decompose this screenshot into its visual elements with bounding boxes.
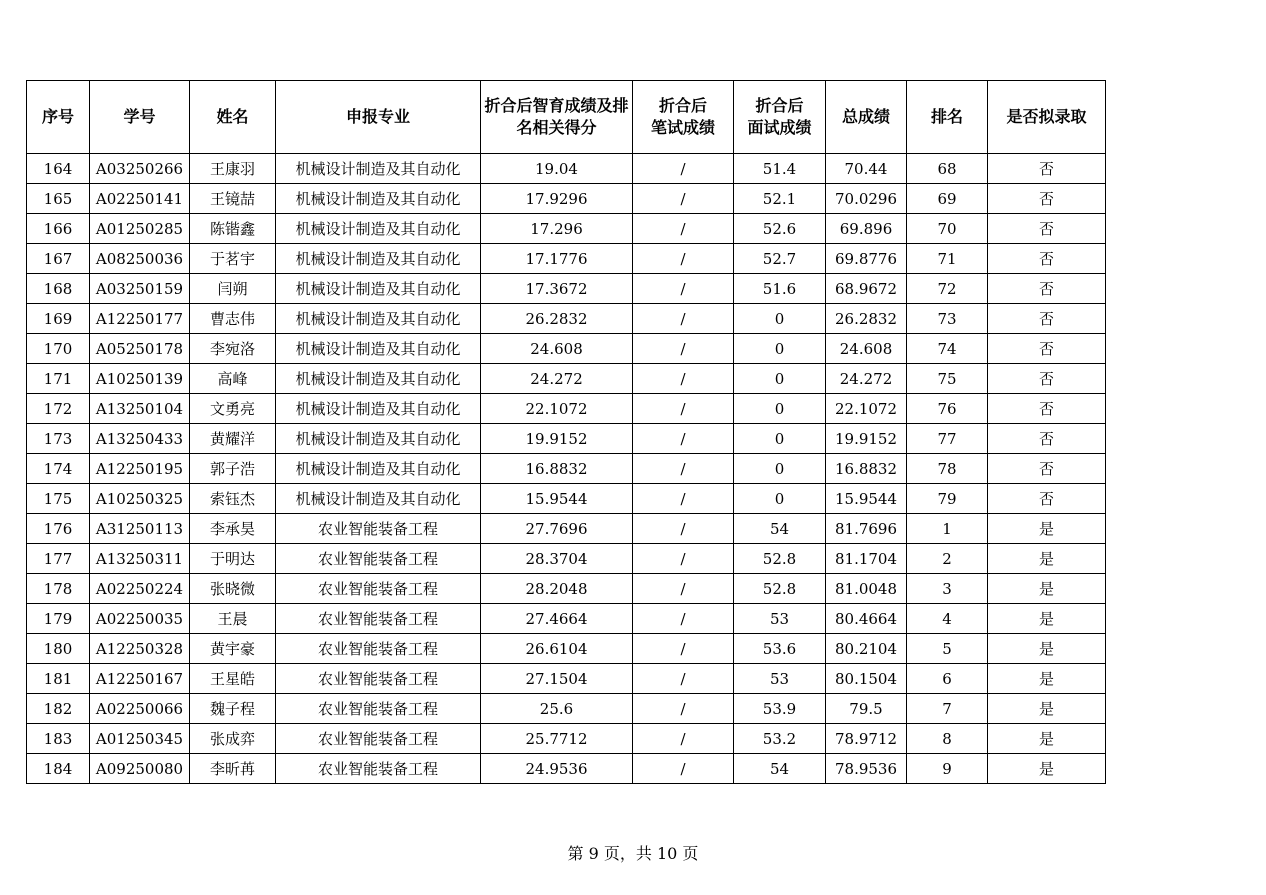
cell-interview-score: 0	[734, 454, 826, 484]
header-admit: 是否拟录取	[988, 81, 1106, 154]
cell-index: 166	[27, 214, 90, 244]
cell-name: 陈锴鑫	[190, 214, 276, 244]
cell-index: 172	[27, 394, 90, 424]
cell-total-score: 80.4664	[826, 604, 907, 634]
cell-interview-score: 0	[734, 424, 826, 454]
cell-index: 168	[27, 274, 90, 304]
cell-written-score: /	[633, 694, 734, 724]
cell-student-id: A10250325	[90, 484, 190, 514]
cell-gpa-score: 22.1072	[481, 394, 633, 424]
cell-rank: 68	[907, 154, 988, 184]
cell-rank: 77	[907, 424, 988, 454]
cell-index: 171	[27, 364, 90, 394]
cell-interview-score: 0	[734, 364, 826, 394]
cell-total-score: 16.8832	[826, 454, 907, 484]
cell-admit: 否	[988, 364, 1106, 394]
cell-gpa-score: 19.9152	[481, 424, 633, 454]
cell-gpa-score: 26.2832	[481, 304, 633, 334]
cell-rank: 69	[907, 184, 988, 214]
cell-index: 177	[27, 544, 90, 574]
cell-rank: 5	[907, 634, 988, 664]
cell-admit: 否	[988, 334, 1106, 364]
table-row	[27, 724, 1106, 754]
cell-admit: 否	[988, 154, 1106, 184]
cell-gpa-score: 17.296	[481, 214, 633, 244]
cell-name: 张晓微	[190, 574, 276, 604]
cell-major: 机械设计制造及其自动化	[276, 274, 481, 304]
cell-student-id: A12250195	[90, 454, 190, 484]
cell-major: 机械设计制造及其自动化	[276, 454, 481, 484]
cell-total-score: 69.8776	[826, 244, 907, 274]
cell-gpa-score: 25.6	[481, 694, 633, 724]
cell-name: 黄耀洋	[190, 424, 276, 454]
cell-total-score: 70.44	[826, 154, 907, 184]
cell-written-score: /	[633, 184, 734, 214]
cell-gpa-score: 24.272	[481, 364, 633, 394]
cell-written-score: /	[633, 154, 734, 184]
cell-student-id: A12250177	[90, 304, 190, 334]
cell-total-score: 79.5	[826, 694, 907, 724]
cell-index: 165	[27, 184, 90, 214]
cell-admit: 是	[988, 544, 1106, 574]
cell-written-score: /	[633, 424, 734, 454]
cell-name: 文勇亮	[190, 394, 276, 424]
cell-admit: 否	[988, 214, 1106, 244]
cell-interview-score: 0	[734, 484, 826, 514]
cell-interview-score: 52.6	[734, 214, 826, 244]
cell-gpa-score: 27.1504	[481, 664, 633, 694]
table-row	[27, 154, 1106, 184]
cell-index: 181	[27, 664, 90, 694]
cell-total-score: 68.9672	[826, 274, 907, 304]
cell-student-id: A02250066	[90, 694, 190, 724]
cell-interview-score: 0	[734, 304, 826, 334]
cell-admit: 否	[988, 424, 1106, 454]
table-row	[27, 604, 1106, 634]
cell-written-score: /	[633, 454, 734, 484]
table-row	[27, 754, 1106, 784]
cell-major: 农业智能装备工程	[276, 604, 481, 634]
cell-name: 王晨	[190, 604, 276, 634]
cell-name: 闫朔	[190, 274, 276, 304]
cell-index: 169	[27, 304, 90, 334]
cell-rank: 8	[907, 724, 988, 754]
cell-student-id: A31250113	[90, 514, 190, 544]
cell-rank: 70	[907, 214, 988, 244]
cell-gpa-score: 28.2048	[481, 574, 633, 604]
cell-total-score: 78.9536	[826, 754, 907, 784]
cell-admit: 是	[988, 754, 1106, 784]
cell-major: 农业智能装备工程	[276, 664, 481, 694]
cell-rank: 72	[907, 274, 988, 304]
header-student-id: 学号	[90, 81, 190, 154]
cell-gpa-score: 16.8832	[481, 454, 633, 484]
header-name: 姓名	[190, 81, 276, 154]
cell-major: 机械设计制造及其自动化	[276, 214, 481, 244]
cell-written-score: /	[633, 334, 734, 364]
cell-rank: 2	[907, 544, 988, 574]
cell-gpa-score: 24.608	[481, 334, 633, 364]
cell-student-id: A01250285	[90, 214, 190, 244]
cell-major: 机械设计制造及其自动化	[276, 334, 481, 364]
header-major: 申报专业	[276, 81, 481, 154]
cell-index: 173	[27, 424, 90, 454]
cell-rank: 79	[907, 484, 988, 514]
cell-rank: 4	[907, 604, 988, 634]
table-row	[27, 694, 1106, 724]
cell-interview-score: 54	[734, 514, 826, 544]
cell-index: 176	[27, 514, 90, 544]
cell-total-score: 80.2104	[826, 634, 907, 664]
cell-index: 178	[27, 574, 90, 604]
cell-gpa-score: 26.6104	[481, 634, 633, 664]
cell-total-score: 69.896	[826, 214, 907, 244]
table-row	[27, 574, 1106, 604]
cell-student-id: A13250433	[90, 424, 190, 454]
cell-index: 167	[27, 244, 90, 274]
cell-rank: 9	[907, 754, 988, 784]
cell-written-score: /	[633, 514, 734, 544]
cell-student-id: A10250139	[90, 364, 190, 394]
cell-name: 李承昊	[190, 514, 276, 544]
cell-interview-score: 53.2	[734, 724, 826, 754]
cell-index: 170	[27, 334, 90, 364]
cell-gpa-score: 24.9536	[481, 754, 633, 784]
cell-student-id: A05250178	[90, 334, 190, 364]
cell-total-score: 81.1704	[826, 544, 907, 574]
cell-major: 农业智能装备工程	[276, 514, 481, 544]
cell-rank: 76	[907, 394, 988, 424]
cell-student-id: A13250311	[90, 544, 190, 574]
header-total-score: 总成绩	[826, 81, 907, 154]
cell-admit: 是	[988, 694, 1106, 724]
cell-name: 高峰	[190, 364, 276, 394]
cell-total-score: 15.9544	[826, 484, 907, 514]
header-index: 序号	[27, 81, 90, 154]
cell-written-score: /	[633, 304, 734, 334]
cell-admit: 否	[988, 454, 1106, 484]
cell-gpa-score: 17.1776	[481, 244, 633, 274]
cell-interview-score: 53	[734, 664, 826, 694]
table-row	[27, 184, 1106, 214]
cell-gpa-score: 25.7712	[481, 724, 633, 754]
cell-admit: 是	[988, 514, 1106, 544]
cell-major: 机械设计制造及其自动化	[276, 484, 481, 514]
cell-written-score: /	[633, 244, 734, 274]
cell-interview-score: 0	[734, 334, 826, 364]
cell-total-score: 70.0296	[826, 184, 907, 214]
cell-student-id: A03250159	[90, 274, 190, 304]
cell-written-score: /	[633, 484, 734, 514]
cell-total-score: 80.1504	[826, 664, 907, 694]
cell-total-score: 19.9152	[826, 424, 907, 454]
cell-name: 王康羽	[190, 154, 276, 184]
table-row	[27, 274, 1106, 304]
cell-gpa-score: 17.9296	[481, 184, 633, 214]
table-row	[27, 424, 1106, 454]
cell-student-id: A13250104	[90, 394, 190, 424]
cell-admit: 否	[988, 394, 1106, 424]
cell-name: 索钰杰	[190, 484, 276, 514]
cell-rank: 3	[907, 574, 988, 604]
cell-name: 郭子浩	[190, 454, 276, 484]
cell-written-score: /	[633, 754, 734, 784]
table-row	[27, 364, 1106, 394]
cell-interview-score: 54	[734, 754, 826, 784]
cell-written-score: /	[633, 544, 734, 574]
cell-gpa-score: 27.4664	[481, 604, 633, 634]
cell-admit: 是	[988, 724, 1106, 754]
cell-index: 184	[27, 754, 90, 784]
cell-rank: 6	[907, 664, 988, 694]
cell-name: 黄宇豪	[190, 634, 276, 664]
cell-interview-score: 0	[734, 394, 826, 424]
table-row	[27, 514, 1106, 544]
cell-name: 王星皓	[190, 664, 276, 694]
cell-major: 农业智能装备工程	[276, 544, 481, 574]
cell-name: 曹志伟	[190, 304, 276, 334]
table-row	[27, 334, 1106, 364]
cell-gpa-score: 28.3704	[481, 544, 633, 574]
cell-interview-score: 53.6	[734, 634, 826, 664]
cell-admit: 否	[988, 184, 1106, 214]
cell-name: 李昕苒	[190, 754, 276, 784]
cell-major: 机械设计制造及其自动化	[276, 184, 481, 214]
cell-gpa-score: 17.3672	[481, 274, 633, 304]
cell-interview-score: 52.1	[734, 184, 826, 214]
cell-name: 李宛洛	[190, 334, 276, 364]
cell-written-score: /	[633, 394, 734, 424]
cell-index: 179	[27, 604, 90, 634]
cell-total-score: 81.7696	[826, 514, 907, 544]
cell-admit: 是	[988, 664, 1106, 694]
cell-written-score: /	[633, 604, 734, 634]
cell-admit: 是	[988, 634, 1106, 664]
cell-rank: 75	[907, 364, 988, 394]
cell-major: 农业智能装备工程	[276, 694, 481, 724]
header-rank: 排名	[907, 81, 988, 154]
cell-name: 王镜喆	[190, 184, 276, 214]
cell-interview-score: 53.9	[734, 694, 826, 724]
cell-index: 164	[27, 154, 90, 184]
table-body	[27, 154, 1106, 784]
cell-index: 180	[27, 634, 90, 664]
cell-index: 182	[27, 694, 90, 724]
table-row	[27, 214, 1106, 244]
cell-major: 农业智能装备工程	[276, 634, 481, 664]
cell-major: 机械设计制造及其自动化	[276, 304, 481, 334]
cell-rank: 7	[907, 694, 988, 724]
cell-name: 张成弈	[190, 724, 276, 754]
cell-index: 183	[27, 724, 90, 754]
cell-written-score: /	[633, 634, 734, 664]
page-number: 第 9 页，共 10 页	[567, 844, 699, 863]
cell-interview-score: 52.8	[734, 544, 826, 574]
header-interview-score: 折合后 面试成绩	[734, 81, 826, 154]
cell-major: 农业智能装备工程	[276, 724, 481, 754]
cell-total-score: 22.1072	[826, 394, 907, 424]
cell-major: 机械设计制造及其自动化	[276, 154, 481, 184]
cell-student-id: A02250035	[90, 604, 190, 634]
cell-written-score: /	[633, 364, 734, 394]
cell-rank: 1	[907, 514, 988, 544]
cell-student-id: A02250224	[90, 574, 190, 604]
header-gpa-score: 折合后智育成绩及排名相关得分	[481, 81, 633, 154]
cell-student-id: A02250141	[90, 184, 190, 214]
cell-admit: 否	[988, 304, 1106, 334]
cell-name: 魏子程	[190, 694, 276, 724]
header-written-score: 折合后 笔试成绩	[633, 81, 734, 154]
cell-major: 机械设计制造及其自动化	[276, 364, 481, 394]
cell-name: 于明达	[190, 544, 276, 574]
cell-admit: 是	[988, 604, 1106, 634]
cell-major: 机械设计制造及其自动化	[276, 394, 481, 424]
cell-index: 175	[27, 484, 90, 514]
table-row	[27, 454, 1106, 484]
table-row	[27, 394, 1106, 424]
results-table	[26, 80, 1106, 784]
cell-rank: 78	[907, 454, 988, 484]
cell-interview-score: 51.4	[734, 154, 826, 184]
cell-rank: 74	[907, 334, 988, 364]
header-row	[27, 81, 1106, 154]
cell-student-id: A09250080	[90, 754, 190, 784]
cell-interview-score: 52.8	[734, 574, 826, 604]
cell-total-score: 81.0048	[826, 574, 907, 604]
cell-written-score: /	[633, 664, 734, 694]
cell-gpa-score: 15.9544	[481, 484, 633, 514]
cell-major: 农业智能装备工程	[276, 574, 481, 604]
cell-student-id: A01250345	[90, 724, 190, 754]
cell-student-id: A08250036	[90, 244, 190, 274]
cell-major: 机械设计制造及其自动化	[276, 244, 481, 274]
cell-major: 机械设计制造及其自动化	[276, 424, 481, 454]
cell-admit: 是	[988, 574, 1106, 604]
cell-rank: 73	[907, 304, 988, 334]
table-row	[27, 664, 1106, 694]
cell-admit: 否	[988, 274, 1106, 304]
cell-admit: 否	[988, 484, 1106, 514]
cell-major: 农业智能装备工程	[276, 754, 481, 784]
cell-total-score: 24.608	[826, 334, 907, 364]
cell-name: 于茗宇	[190, 244, 276, 274]
cell-total-score: 78.9712	[826, 724, 907, 754]
cell-gpa-score: 27.7696	[481, 514, 633, 544]
cell-written-score: /	[633, 214, 734, 244]
cell-written-score: /	[633, 724, 734, 754]
cell-rank: 71	[907, 244, 988, 274]
cell-student-id: A12250328	[90, 634, 190, 664]
cell-admit: 否	[988, 244, 1106, 274]
cell-student-id: A12250167	[90, 664, 190, 694]
cell-written-score: /	[633, 274, 734, 304]
cell-index: 174	[27, 454, 90, 484]
table-row	[27, 244, 1106, 274]
cell-interview-score: 52.7	[734, 244, 826, 274]
table-row	[27, 544, 1106, 574]
cell-interview-score: 51.6	[734, 274, 826, 304]
table-row	[27, 304, 1106, 334]
cell-gpa-score: 19.04	[481, 154, 633, 184]
cell-interview-score: 53	[734, 604, 826, 634]
table-row	[27, 484, 1106, 514]
cell-student-id: A03250266	[90, 154, 190, 184]
cell-total-score: 26.2832	[826, 304, 907, 334]
cell-total-score: 24.272	[826, 364, 907, 394]
table-row	[27, 634, 1106, 664]
cell-written-score: /	[633, 574, 734, 604]
